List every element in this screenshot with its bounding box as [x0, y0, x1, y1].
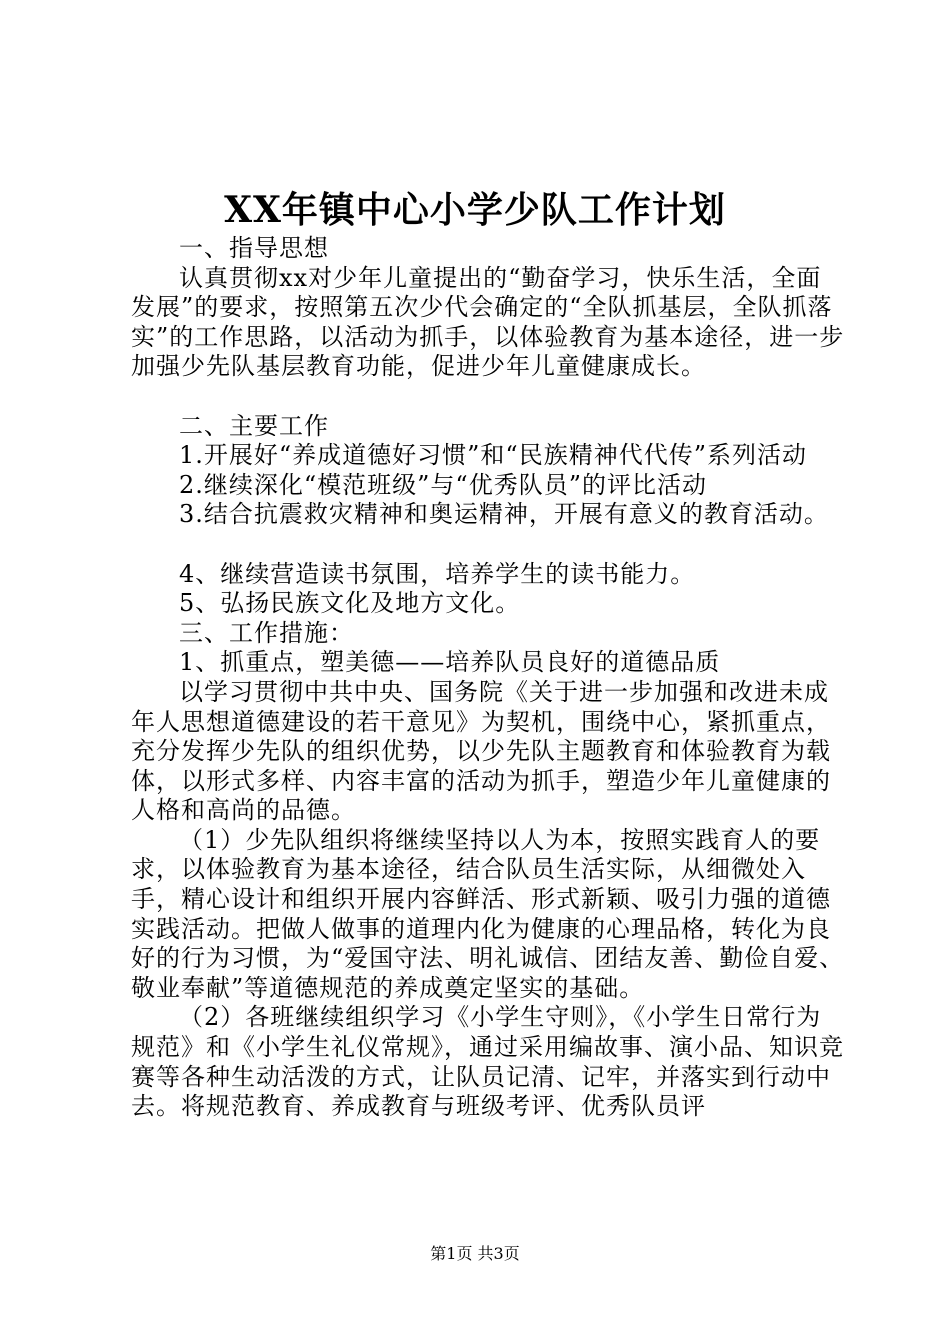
document-title: XX年镇中心小学少队工作计划: [224, 189, 726, 231]
list-item: 1.开展好“养成道德好习惯”和“民族精神代代传”系列活动: [179, 441, 807, 470]
paragraph: （2）各班继续组织学习《小学生守则》，《小学生日常行为规范》和《小学生礼仪常规》，通过采用编故事、演小品、知识竞赛等各种生动活泼的方式，让队员记清、记牢，并落实到行动中去。将规范教育、养成教育与班级考评、优秀队员评: [131, 1003, 844, 1121]
page-footer: 第1页 共3页: [430, 1244, 520, 1263]
section-heading-main-work: 二、主要工作: [179, 411, 329, 440]
paragraph-guiding-ideology: 认真贯彻xx对少年儿童提出的“勤奋学习，快乐生活，全面发展”的要求，按照第五次少代会确定的“全队抓基层，全队抓落实”的工作思路，以活动为抓手，以体验教育为基本途径，进一步加强少先队基层教育功能，促进少年儿童健康成长。: [131, 263, 845, 381]
list-item: 3.结合抗震救灾精神和奥运精神，开展有意义的教育活动。: [179, 500, 829, 529]
section-heading-work-measures: 三、工作措施：: [179, 618, 354, 647]
subsection-heading: 1、抓重点，塑美德——培养队员良好的道德品质: [179, 648, 721, 677]
section-heading-guiding-ideology: 一、指导思想: [179, 234, 329, 262]
paragraph: 以学习贯彻中共中央、国务院《关于进一步加强和改进未成年人思想道德建设的若干意见》为契机，围绕中心，紧抓重点，充分发挥少先队的组织优势，以少先队主题教育和体验教育为载体，以形式多样、内容丰富的活动为抓手，塑造少年儿童健康的人格和高尚的品德。: [131, 677, 831, 825]
list-item: 5、弘扬民族文化及地方文化。: [179, 589, 521, 618]
list-item: 4、继续营造读书氛围，培养学生的读书能力。: [179, 559, 696, 588]
list-item: 2.继续深化“模范班级”与“优秀队员”的评比活动: [179, 470, 707, 499]
document-body: [131, 234, 846, 1122]
paragraph: （1）少先队组织将继续坚持以人为本，按照实践育人的要求，以体验教育为基本途径，结合队员生活实际，从细微处入手，精心设计和组织开展内容鲜活、形式新颖、吸引力强的道德实践活动。把做人做事的道理内化为健康的心理品格，转化为良好的行为习惯，为“爱国守法、明礼诚信、团结友善、勤俭自爱、敬业奉献”等道德规范的养成奠定坚实的基础。: [131, 825, 845, 1002]
